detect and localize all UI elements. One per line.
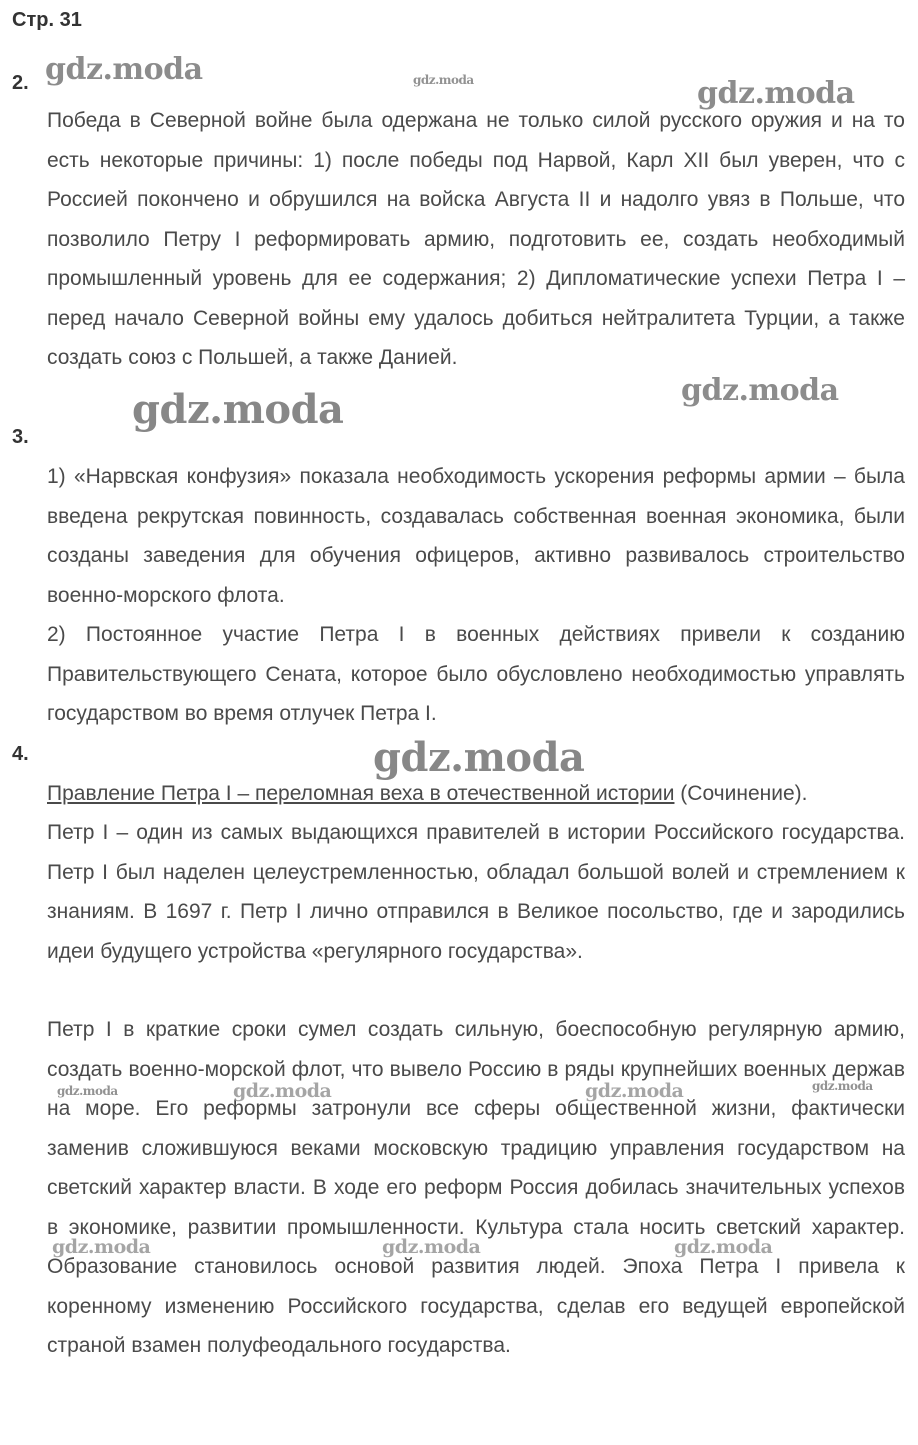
task-3-number: 3. bbox=[12, 426, 29, 448]
task-3-paragraph-1: 1) «Нарвская конфузия» показала необходимость ускорения реформы армии – была введена рекрутская повинность, создавалась собственная военная экономика, были созданы заведения для обучения офицеров, активно развивалось строительство военно-морского флота. bbox=[47, 465, 905, 607]
watermark: gdz.moda bbox=[674, 1236, 773, 1258]
watermark: gdz.moda bbox=[373, 734, 585, 781]
task-4-number: 4. bbox=[12, 743, 29, 765]
task-2-number: 2. bbox=[12, 72, 29, 94]
watermark: gdz.moda bbox=[57, 1084, 118, 1098]
task-4-paragraph-2: Петр I в краткие сроки сумел создать сильную, боеспособную регулярную армию, создать военно-морской флот, что вывело Россию в ряды крупнейших военных держав на море. Его реформы затронули все сферы общественной жизни, фактически заменив сложившуюся веками московскую традицию управления государством на светский характер власти. В ходе его реформ Россия добилась значительных успехов в экономике, развитии промышленности. Культура стала носить светский характер. Образование становилось основой развития людей. Эпоха Петра I привела к коренному изменению Российского государства, сделав его ведущей европейской страной взамен полуфеодального государства. bbox=[47, 1018, 905, 1357]
watermark: gdz.moda bbox=[681, 373, 839, 408]
watermark: gdz.moda bbox=[382, 1236, 481, 1258]
essay-title: Правление Петра I – переломная веха в отечественной истории bbox=[47, 782, 675, 805]
essay-note: (Сочинение). bbox=[674, 782, 808, 805]
watermark: gdz.moda bbox=[45, 52, 203, 87]
watermark: gdz.moda bbox=[585, 1080, 684, 1102]
task-4-paragraph-1: Петр I – один из самых выдающихся правителей в истории Российского государства. Петр I был наделен целеустремленностью, обладал большой волей и стремлением к знаниям. В 1697 г. Петр I лично отправился в Великое посольство, где и зародились идеи будущего устройства «регулярного государства». bbox=[47, 821, 905, 963]
watermark: gdz.moda bbox=[52, 1236, 151, 1258]
task-3-paragraph-2: 2) Постоянное участие Петра I в военных действиях привели к созданию Правительствующего Сената, которое было обусловлено необходимостью управлять государством во время отлучек Петра I. bbox=[47, 623, 905, 725]
essay-heading bbox=[47, 774, 905, 814]
watermark: gdz.moda bbox=[132, 386, 344, 433]
watermark: gdz.moda bbox=[697, 76, 855, 111]
watermark: gdz.moda bbox=[413, 73, 474, 87]
task-2-text: Победа в Северной войне была одержана не только силой русского оружия и на то есть некоторые причины: 1) после победы под Нарвой, Карл XII был уверен, что с Россией покончено и обрушился на войска Августа II и надолго увяз в Польше, что позволило Петру I реформировать армию, подготовить ее, создать необходимый промышленный уровень для ее содержания; 2) Дипломатические успехи Петра I – перед начало Северной войны ему удалось добиться нейтралитета Турции, а также создать союз с Польшей, а также Данией. bbox=[47, 109, 905, 369]
watermark: gdz.moda bbox=[233, 1080, 332, 1102]
page-title: Стр. 31 bbox=[12, 9, 82, 31]
watermark: gdz.moda bbox=[812, 1079, 873, 1093]
